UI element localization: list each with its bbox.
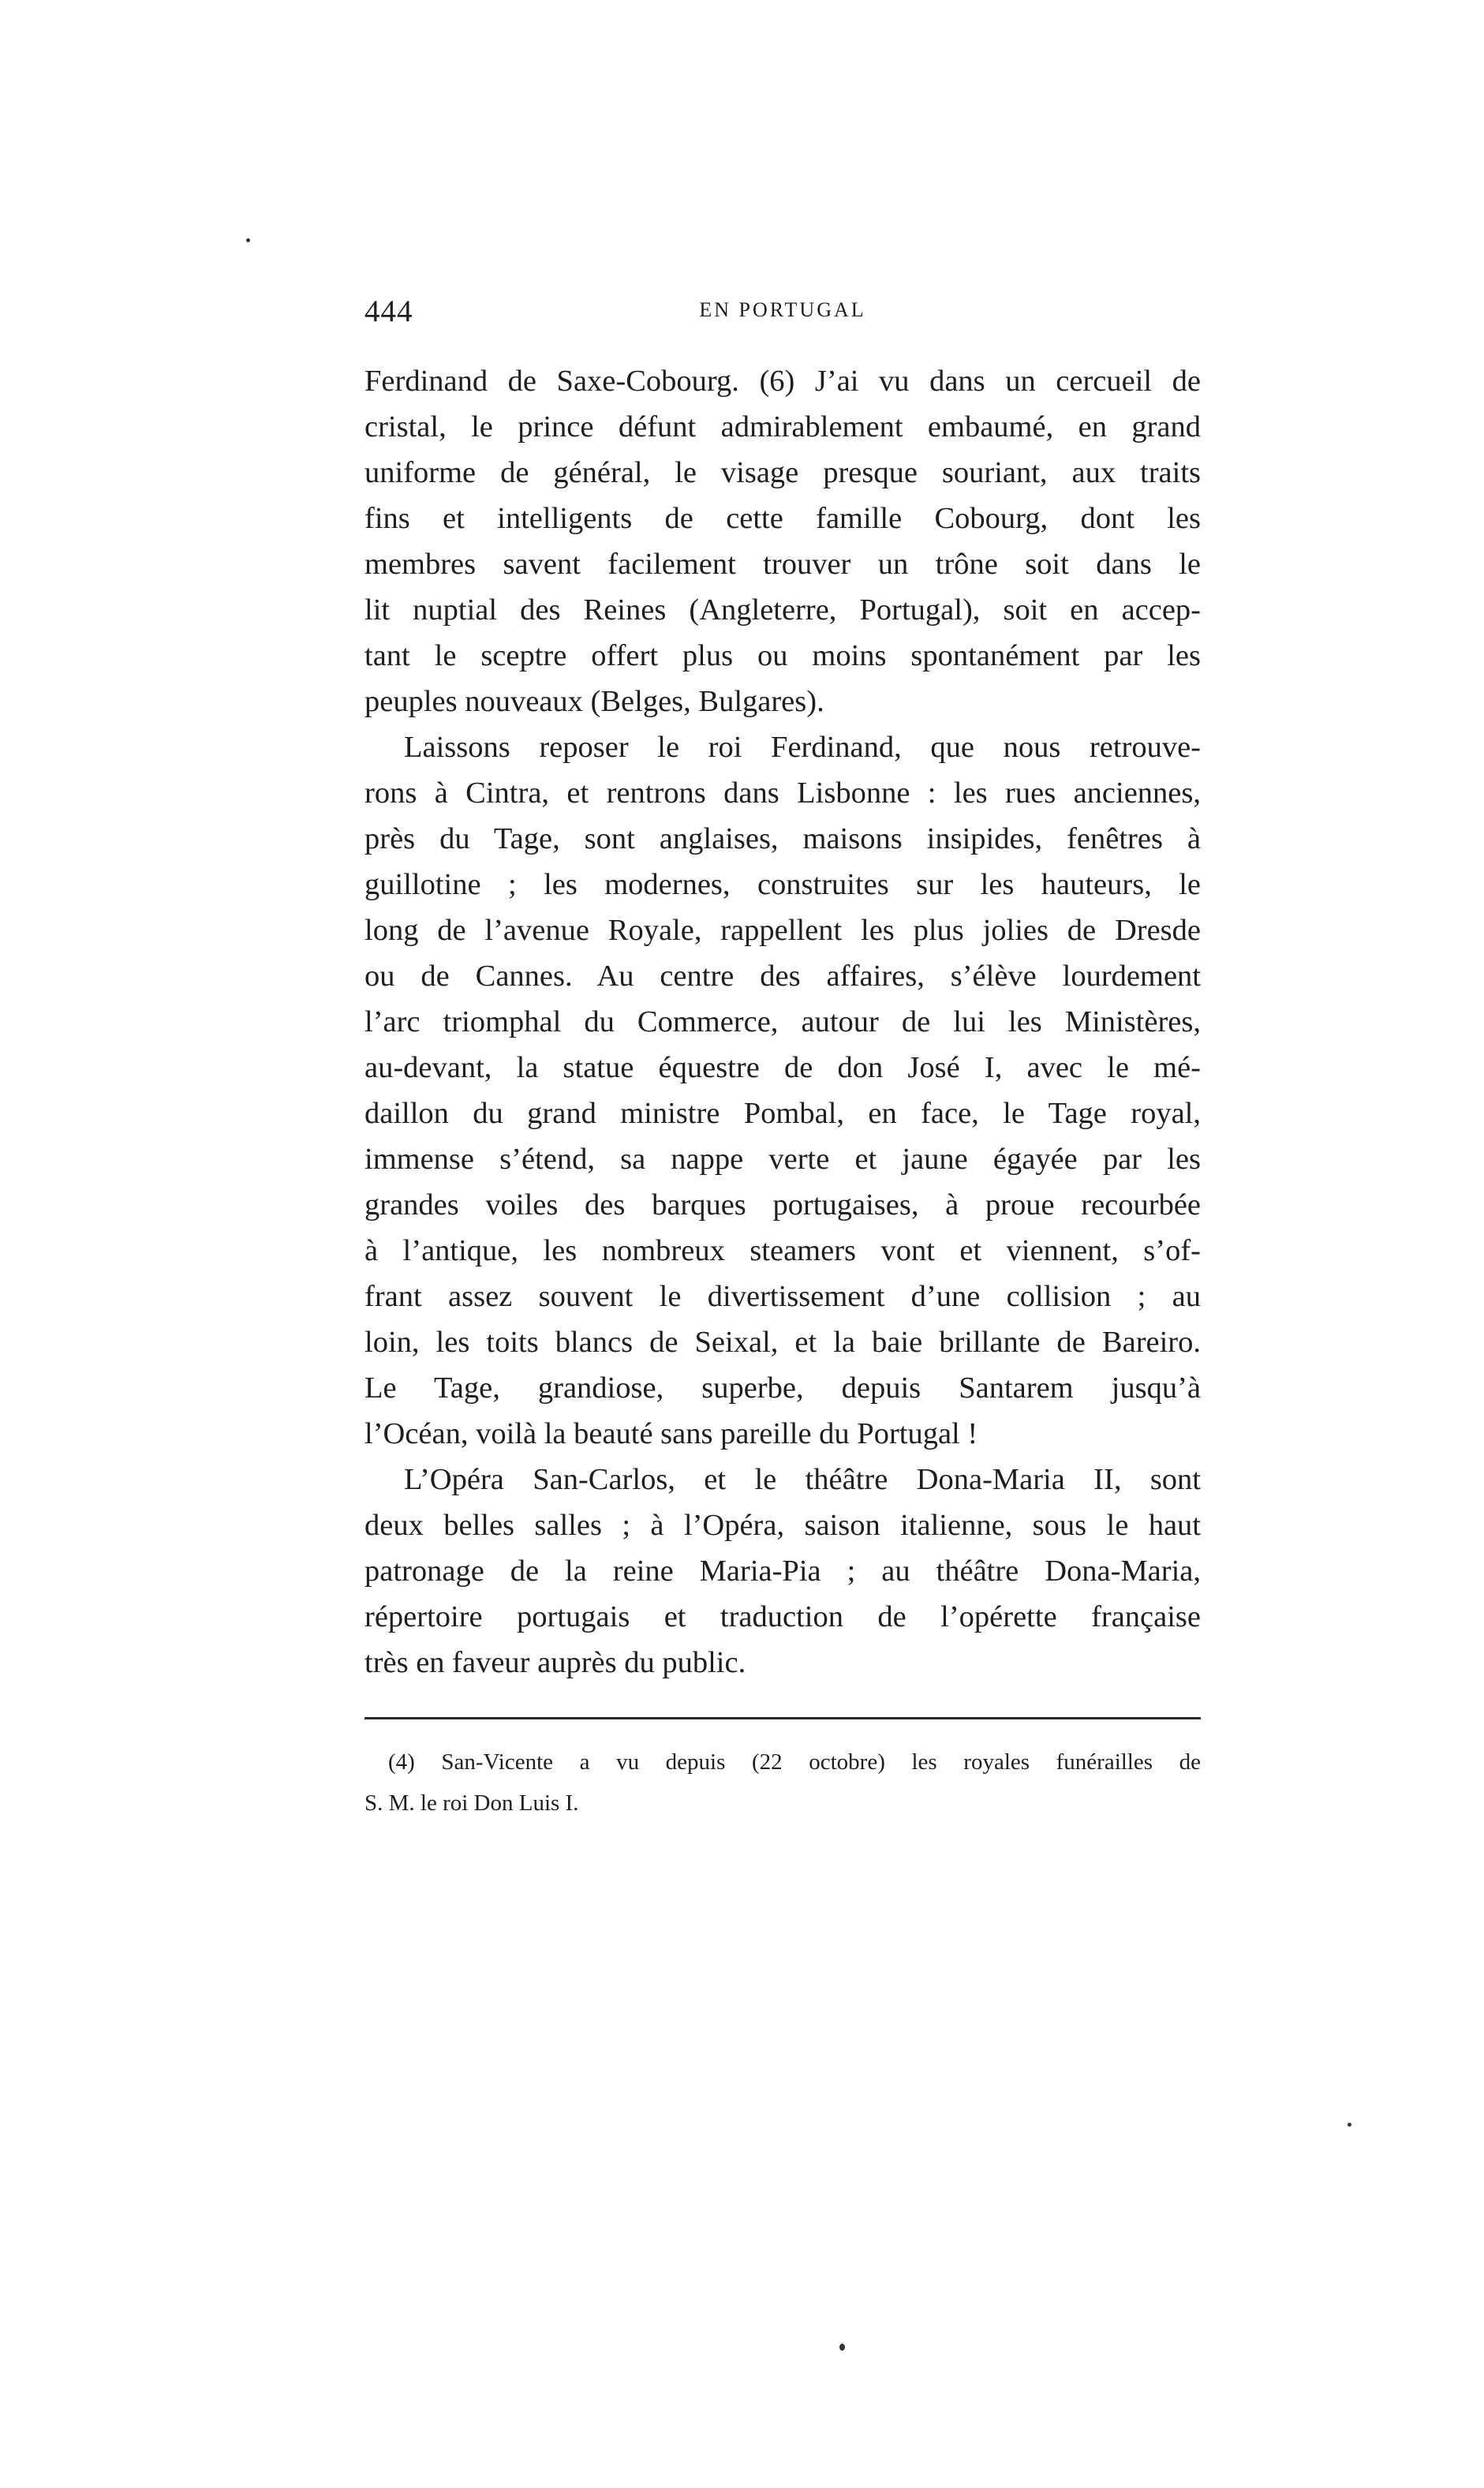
footnote-rule [364,1717,1201,1719]
text-line: à l’antique, les nombreux steamers vont et viennent, s’of- [364,1234,1201,1267]
running-head [364,294,1201,341]
scan-speck [246,238,250,242]
text-line: immense s’étend, sa nappe verte et jaune égayée par les [364,1143,1201,1176]
text-line: grandes voiles des barques portugaises, à proue recourbée [364,1188,1201,1222]
text-line: deux belles salles ; à l’Opéra, saison italienne, sous le haut [364,1509,1201,1542]
text-line: long de l’avenue Royale, rappellent les plus jolies de Dresde [364,914,1201,947]
page-number: 444 [364,294,413,328]
text-line: cristal, le prince défunt admirablement embaumé, en grand [364,410,1201,443]
text-line: Laissons reposer le roi Ferdinand, que nous retrouve- [404,731,1201,764]
text-line: l’arc triomphal du Commerce, autour de lui les Ministères, [364,1005,1201,1038]
text-line: rons à Cintra, et rentrons dans Lisbonne : les rues anciennes, [364,776,1201,810]
text-line: l’Océan, voilà la beauté sans pareille du Portugal ! [364,1417,978,1450]
scan-speck [1348,2123,1351,2127]
text-line: daillon du grand ministre Pombal, en face, le Tage royal, [364,1097,1201,1130]
text-line: membres savent facilement trouver un trône soit dans le [364,548,1201,581]
footnote-line: (4) San-Vicente a vu depuis (22 octobre) les royales funérailles de [388,1749,1201,1775]
text-line: Ferdinand de Saxe-Cobourg. (6) J’ai vu dans un cercueil de [364,365,1201,398]
text-line: peuples nouveaux (Belges, Bulgares). [364,685,824,718]
text-line: très en faveur auprès du public. [364,1646,746,1679]
paragraph [364,358,1201,724]
text-line: au-devant, la statue équestre de don José I, avec le mé- [364,1051,1201,1084]
text-line: guillotine ; les modernes, construites sur les hauteurs, le [364,868,1201,901]
text-line: L’Opéra San-Carlos, et le théâtre Dona-Maria II, sont [404,1463,1201,1496]
text-line: frant assez souvent le divertissement d’une collision ; au [364,1280,1201,1313]
text-line: fins et intelligents de cette famille Cobourg, dont les [364,502,1201,535]
footnote-line: S. M. le roi Don Luis I. [364,1790,579,1816]
text-line: patronage de la reine Maria-Pia ; au théâtre Dona-Maria, [364,1555,1201,1588]
text-line: près du Tage, sont anglaises, maisons insipides, fenêtres à [364,822,1201,855]
scan-speck [839,2344,845,2351]
text-line: ou de Cannes. Au centre des affaires, s’élève lourdement [364,960,1201,993]
text-line: tant le sceptre offert plus ou moins spontanément par les [364,639,1201,672]
text-line: Le Tage, grandiose, superbe, depuis Santarem jusqu’à [364,1371,1201,1405]
body-text [364,358,1201,1685]
text-line: uniforme de général, le visage presque souriant, aux traits [364,456,1201,489]
running-title: EN PORTUGAL [699,298,866,321]
text-line: lit nuptial des Reines (Angleterre, Portugal), soit en accep- [364,593,1201,627]
paragraph [364,724,1201,1457]
footnote [364,1742,1201,1824]
paragraph [364,1457,1201,1685]
text-line: loin, les toits blancs de Seixal, et la baie brillante de Bareiro. [364,1326,1201,1359]
text-line: répertoire portugais et traduction de l’opérette française [364,1600,1201,1633]
